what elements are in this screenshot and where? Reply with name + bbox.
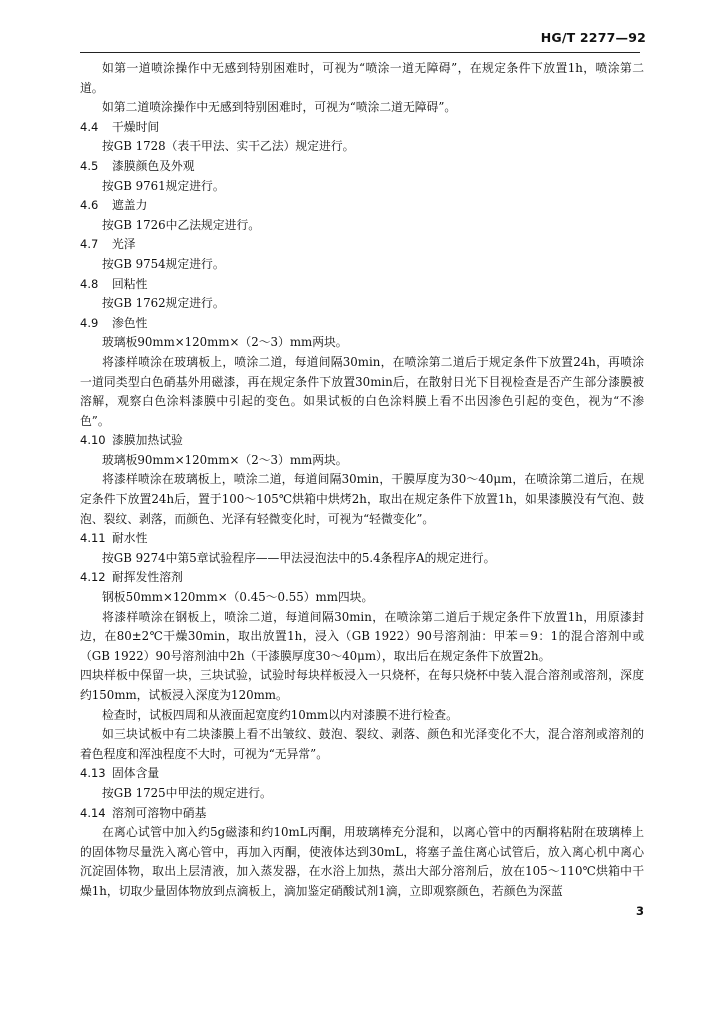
body-paragraph: 检查时，试板四周和从液面起宽度约10mm以内对漆膜不进行检查。 <box>102 707 458 722</box>
section-number: 4.6 <box>80 198 99 213</box>
section-heading <box>80 804 644 824</box>
header-rule <box>80 52 640 53</box>
document-body <box>80 59 644 902</box>
body-paragraph: 按GB 9761规定进行。 <box>102 178 225 193</box>
section-number: 4.14 <box>80 805 106 820</box>
section-number: 4.4 <box>80 119 99 134</box>
section-heading <box>80 764 644 784</box>
section-number: 4.9 <box>80 315 99 330</box>
section-title: 遮盖力 <box>112 198 148 213</box>
section-number: 4.7 <box>80 237 99 252</box>
section-heading <box>80 529 644 549</box>
page-number: 3 <box>635 904 644 918</box>
body-paragraph: 按GB 9754规定进行。 <box>102 256 225 271</box>
section-title: 漆膜加热试验 <box>112 433 183 448</box>
section-heading <box>80 118 644 138</box>
section-title: 漆膜颜色及外观 <box>112 158 195 173</box>
body-paragraph: 玻璃板90mm×120mm×（2～3）mm两块。 <box>102 452 348 467</box>
body-paragraph: 按GB 1725中甲法的规定进行。 <box>102 785 272 800</box>
body-paragraph: 将漆样喷涂在玻璃板上，喷涂二道，每道间隔30min，干膜厚度为30～40μm，在喷涂第二道后，在规定条件下放置24h后，置于100～105℃烘箱中烘烤2h，取出在规定条件下放置1h，如果漆膜没有气泡、鼓泡、裂纹、剥落，而颜色、光泽有轻微变化时，可视为“轻微变化”。 <box>80 472 644 526</box>
section-title: 耐挥发性溶剂 <box>112 570 183 585</box>
section-title: 光泽 <box>112 237 136 252</box>
section-number: 4.10 <box>80 433 106 448</box>
body-paragraph: 如三块试板中有二块漆膜上看不出皱纹、鼓泡、裂纹、剥落、颜色和光泽变化不大，混合溶剂或溶剂的着色程度和浑浊程度不大时，可视为“无异常”。 <box>80 727 644 761</box>
standard-code: HG/T 2277—92 <box>540 30 646 45</box>
body-paragraph: 按GB 1728（表干甲法、实干乙法）规定进行。 <box>102 139 355 154</box>
section-heading <box>80 157 644 177</box>
body-paragraph: 钢板50mm×120mm×（0.45～0.55）mm四块。 <box>102 590 374 605</box>
section-number: 4.11 <box>80 531 106 546</box>
section-title: 固体含量 <box>112 766 160 781</box>
body-paragraph: 玻璃板90mm×120mm×（2～3）mm两块。 <box>102 335 348 350</box>
section-title: 干燥时间 <box>112 119 160 134</box>
section-number: 4.12 <box>80 570 106 585</box>
section-number: 4.5 <box>80 158 99 173</box>
section-title: 耐水性 <box>112 531 148 546</box>
section-heading <box>80 431 644 451</box>
body-paragraph: 按GB 9274中第5章试验程序——甲法浸泡法中的5.4条程序A的规定进行。 <box>102 550 496 565</box>
body-paragraph: 按GB 1762规定进行。 <box>102 296 225 311</box>
section-number: 4.8 <box>80 276 99 291</box>
body-paragraph: 按GB 1726中乙法规定进行。 <box>102 217 261 232</box>
section-title: 回粘性 <box>112 276 148 291</box>
body-paragraph: 在离心试管中加入约5g磁漆和约10mL丙酮，用玻璃棒充分混和，以离心管中的丙酮将粘附在玻璃棒上的固体物尽量洗入离心管中，再加入丙酮，使液体达到30mL，将塞子盖住离心试管后，放入离心机中离心沉淀固体物，取出上层清液，加入蒸发器，在水浴上加热，蒸出大部分溶剂后，放在105～110℃烘箱中干燥1h，切取少量固体物放到点滴板上，滴加鉴定硝酸试剂1滴，立即观察颜色，若颜色为深蓝 <box>80 825 644 898</box>
body-paragraph: 四块样板中保留一块，三块试验，试验时每块样板浸入一只烧杯，在每只烧杯中装入混合溶剂或溶剂，深度约150mm，试板浸入深度为120mm。 <box>80 668 644 702</box>
body-paragraph: 如第二道喷涂操作中无感到特别困难时，可视为“喷涂二道无障碍”。 <box>102 100 457 115</box>
section-heading <box>80 314 644 334</box>
section-number: 4.13 <box>80 766 106 781</box>
section-heading <box>80 275 644 295</box>
section-title: 溶剂可溶物中硝基 <box>112 805 207 820</box>
body-paragraph: 如第一道喷涂操作中无感到特别困难时，可视为“喷涂一道无障碍”，在规定条件下放置1h，喷涂第二道。 <box>80 61 644 95</box>
body-paragraph: 将漆样喷涂在玻璃板上，喷涂二道，每道间隔30min，在喷涂第二道后于规定条件下放置24h，再喷涂一道同类型白色硝基外用磁漆，再在规定条件下放置30min后，在散射日光下目视检查是否产生部分漆膜被溶解，观察白色涂料漆膜中引起的变色。如果试板的白色涂料膜上看不出因渗色引起的变色，视为“不渗色”。 <box>80 354 644 428</box>
section-heading <box>80 568 644 588</box>
section-heading <box>80 196 644 216</box>
section-heading <box>80 235 644 255</box>
section-title: 渗色性 <box>112 315 148 330</box>
body-paragraph: 将漆样喷涂在钢板上，喷涂二道，每道间隔30min，在喷涂第二道后于规定条件下放置1h，用原漆封边，在80±2℃干燥30min，取出放置1h，浸入（GB 1922）90号溶剂油：甲苯＝9：1的混合溶剂中或（GB 1922）90号溶剂油中2h（干漆膜厚度30～40μm），取出后在规定条件下放置2h。 <box>80 609 644 663</box>
